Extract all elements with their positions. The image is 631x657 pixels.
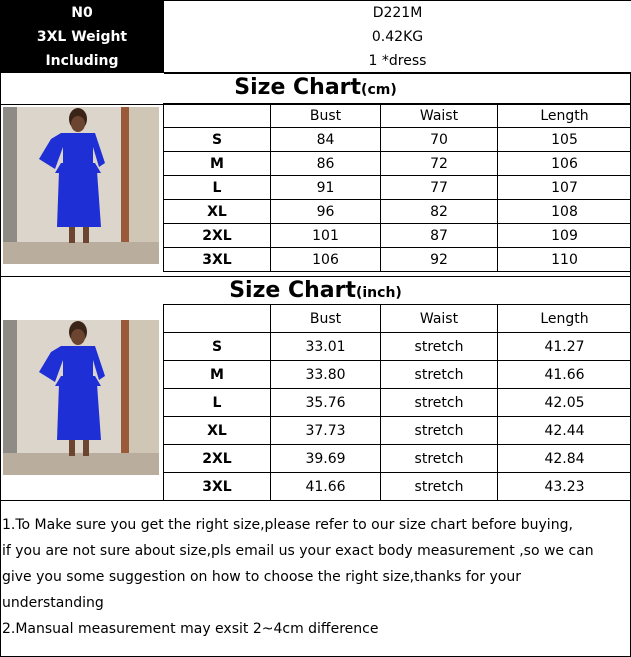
value-cell: 106 [271, 248, 381, 272]
size-notes [2, 512, 629, 642]
value-cell: stretch [381, 417, 498, 445]
value-cell: 42.44 [498, 417, 631, 445]
value-cell: stretch [381, 389, 498, 417]
value-cell: 101 [271, 224, 381, 248]
value-cell: 110 [498, 248, 631, 272]
title-unit: (inch) [355, 285, 402, 301]
value-cell: 105 [498, 128, 631, 152]
table-row [164, 361, 631, 389]
value-cell: 42.84 [498, 445, 631, 473]
value-cell: 106 [498, 152, 631, 176]
value-cell: 39.69 [271, 445, 381, 473]
value-cell: 33.01 [271, 333, 381, 361]
size-cell: 3XL [164, 248, 271, 272]
size-cell: S [164, 333, 271, 361]
value-cell: 86 [271, 152, 381, 176]
size-cell: XL [164, 417, 271, 445]
info-value: 0.42KG [164, 25, 631, 50]
value-cell: 92 [381, 248, 498, 272]
table-row [164, 200, 631, 224]
value-cell: 84 [271, 128, 381, 152]
size-cell: L [164, 389, 271, 417]
size-cell: 3XL [164, 473, 271, 501]
table-row [164, 152, 631, 176]
size-cell: M [164, 361, 271, 389]
note-line: 1.To Make sure you get the right size,please refer to our size chart before buying, [2, 517, 573, 533]
table-header-row [164, 305, 631, 333]
note-line: understanding [2, 595, 104, 611]
value-cell: 37.73 [271, 417, 381, 445]
note-line: if you are not sure about size,pls email us your exact body measurement ,so we can [2, 543, 594, 559]
info-row-number [0, 1, 631, 25]
info-value: D221M [164, 1, 631, 26]
title-unit: (cm) [361, 82, 397, 98]
size-cell: L [164, 176, 271, 200]
info-row-weight [0, 25, 631, 49]
value-cell: 41.66 [498, 361, 631, 389]
value-cell: 43.23 [498, 473, 631, 501]
value-cell: 41.27 [498, 333, 631, 361]
value-cell: 70 [381, 128, 498, 152]
table-row [164, 333, 631, 361]
header-cell-size [164, 305, 271, 333]
dress-model-illustration [3, 107, 159, 264]
size-cell: 2XL [164, 224, 271, 248]
value-cell: 109 [498, 224, 631, 248]
product-photo-inch [3, 320, 159, 475]
table-row [164, 128, 631, 152]
size-table-cm [163, 103, 631, 272]
table-row [164, 224, 631, 248]
value-cell: 77 [381, 176, 498, 200]
value-cell: 41.66 [271, 473, 381, 501]
header-cell: Length [498, 104, 631, 128]
table-row [164, 473, 631, 501]
note-line: give you some suggestion on how to choose the right size,thanks for your [2, 569, 521, 585]
dress-model-illustration [3, 320, 159, 475]
value-cell: 107 [498, 176, 631, 200]
value-cell: 82 [381, 200, 498, 224]
table-row [164, 389, 631, 417]
value-cell: 96 [271, 200, 381, 224]
header-cell: Length [498, 305, 631, 333]
value-cell: stretch [381, 473, 498, 501]
notes-divider [0, 500, 631, 501]
header-cell: Bust [271, 104, 381, 128]
size-cell: M [164, 152, 271, 176]
value-cell: stretch [381, 333, 498, 361]
table-row [164, 176, 631, 200]
value-cell: 35.76 [271, 389, 381, 417]
table-header-row [164, 104, 631, 128]
info-value: 1 *dress [164, 49, 631, 74]
header-cell: Waist [381, 104, 498, 128]
info-row-including [0, 49, 631, 73]
value-cell: 108 [498, 200, 631, 224]
value-cell: 33.80 [271, 361, 381, 389]
value-cell: 91 [271, 176, 381, 200]
header-cell: Bust [271, 305, 381, 333]
size-table-inch [163, 304, 631, 501]
value-cell: 87 [381, 224, 498, 248]
table-row [164, 248, 631, 272]
size-chart-cm-title [0, 72, 631, 105]
size-cell: S [164, 128, 271, 152]
title-text: Size Chart [229, 278, 356, 303]
size-cell: 2XL [164, 445, 271, 473]
value-cell: 72 [381, 152, 498, 176]
info-table [0, 0, 631, 73]
note-line: 2.Mansual measurement may exsit 2~4cm difference [2, 621, 379, 637]
value-cell: stretch [381, 445, 498, 473]
info-label: Including [0, 49, 164, 73]
value-cell: 42.05 [498, 389, 631, 417]
table-row [164, 417, 631, 445]
product-photo-cm [3, 107, 159, 264]
value-cell: stretch [381, 361, 498, 389]
size-cell: XL [164, 200, 271, 224]
info-label: N0 [0, 1, 164, 25]
table-row [164, 445, 631, 473]
info-label: 3XL Weight [0, 25, 164, 49]
header-cell-size [164, 104, 271, 128]
size-chart-inch-title [0, 276, 631, 305]
title-text: Size Chart [234, 75, 362, 100]
header-cell: Waist [381, 305, 498, 333]
